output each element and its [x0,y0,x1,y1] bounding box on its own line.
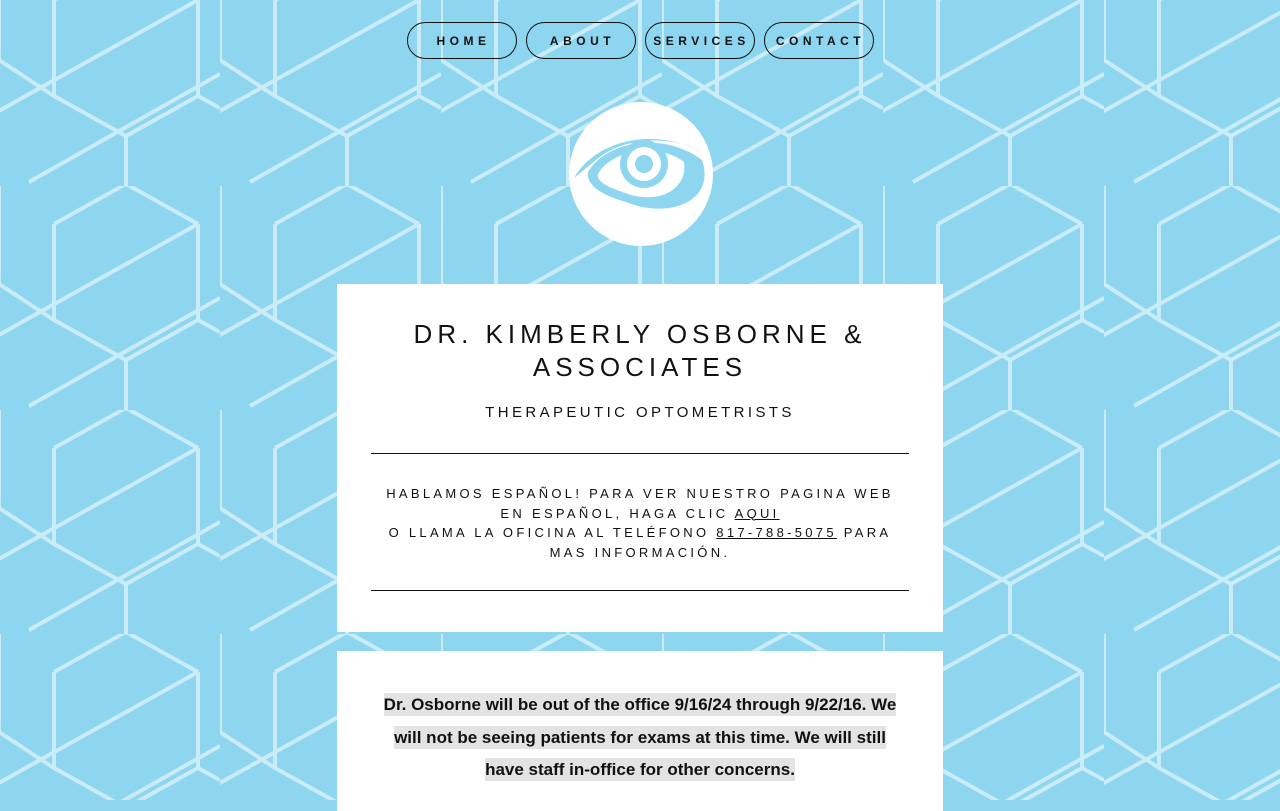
nav-home[interactable]: HOME [407,22,517,59]
divider-bottom [371,590,909,591]
phone-link[interactable]: 817-788-5075 [716,525,837,540]
eye-logo-icon[interactable] [566,100,716,250]
spanish-line2-suffix: PARA MAS INFORMACIÓN. [549,525,892,560]
announcement-card [337,651,943,811]
page-subtitle: THERAPEUTIC OPTOMETRISTS [485,404,795,421]
main-nav [0,22,1280,59]
spanish-line1-text: HABLAMOS ESPAÑOL! PARA VER NUESTRO PAGINA WEB EN ESPAÑOL, HAGA CLIC [386,486,894,521]
divider-top [371,453,909,454]
nav-about[interactable]: ABOUT [526,22,636,59]
spanish-site-link[interactable]: AQUI [734,505,780,521]
announcement-text: Dr. Osborne will be out of the office 9/16/24 through 9/22/16. We will not be seeing patients for exams at this time. We will still have staff in-office for other concerns. [383,695,897,779]
nav-services[interactable]: SERVICES [645,22,755,59]
page-title: DR. KIMBERLY OSBORNE & ASSOCIATES [413,319,867,382]
announcement-text-wrap [373,689,907,787]
spanish-notice [371,484,909,562]
intro-card [337,284,943,632]
nav-contact[interactable]: CONTACT [764,22,874,59]
spanish-line2-text: O LLAMA LA OFICINA AL TELÉFONO [388,525,717,540]
